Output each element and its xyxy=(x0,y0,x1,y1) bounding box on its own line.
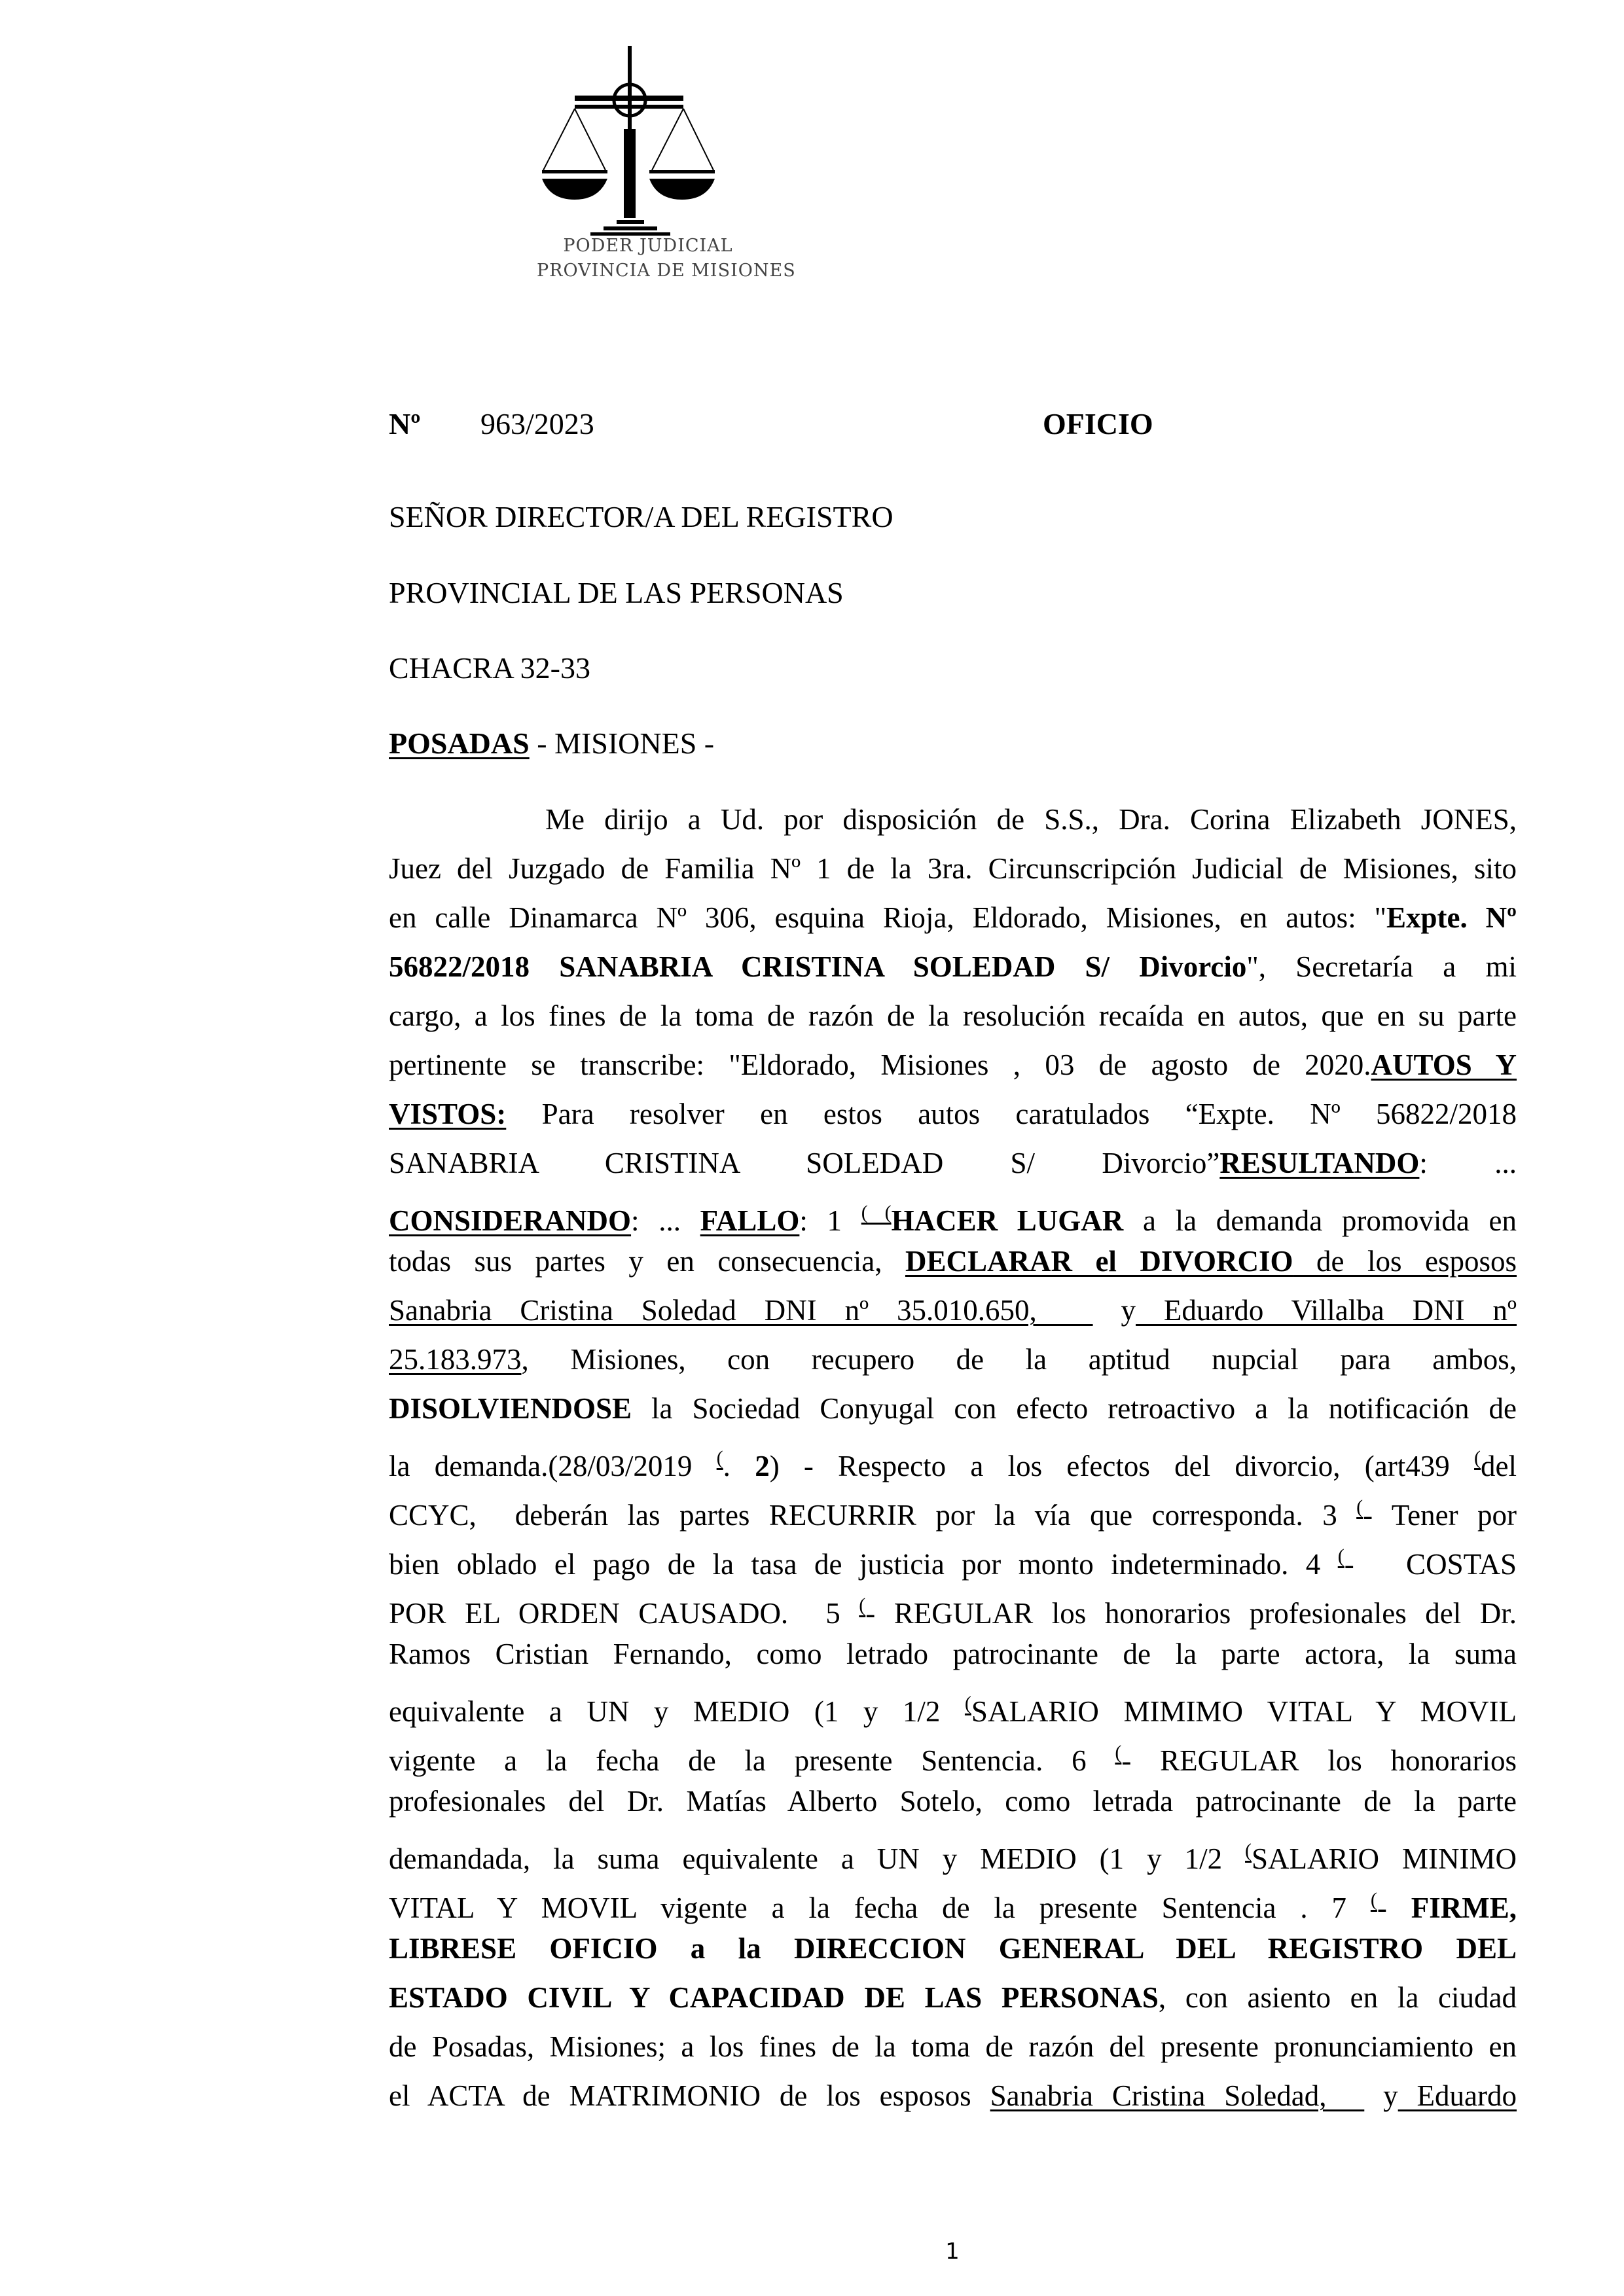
text-segment: la demanda.(28/03/2019 xyxy=(389,1450,717,1482)
text-segment: VISTOS: xyxy=(389,1098,507,1130)
number-value: 963/2023 xyxy=(480,407,594,440)
superscript-mark: ( xyxy=(716,1447,723,1469)
body-line xyxy=(389,1384,1517,1433)
text-segment: Para resolver en estos autos caratulados “Expte. Nº 56822/2018 xyxy=(506,1098,1517,1130)
body-line xyxy=(389,1090,1517,1139)
text-segment: a la demanda promovida en xyxy=(1123,1204,1517,1237)
body-line xyxy=(389,1139,1517,1188)
text-segment: VITAL Y MOVIL vigente a la fecha de la presente Sentencia . 7 xyxy=(389,1892,1371,1924)
body-line xyxy=(389,1335,1517,1384)
text-segment: SALARIO MIMIMO VITAL Y MOVIL xyxy=(971,1695,1517,1728)
text-segment: en calle Dinamarca Nº 306, esquina Rioja, Eldorado, Misiones, en autos: " xyxy=(389,901,1386,934)
text-segment: Sanabria Cristina Soledad, xyxy=(990,2079,1365,2112)
scales-of-justice-icon xyxy=(537,39,759,236)
text-segment: 2 xyxy=(755,1450,770,1482)
text-segment: . xyxy=(723,1450,755,1482)
text-segment: : ... xyxy=(631,1204,700,1237)
text-segment: HACER LUGAR xyxy=(891,1204,1124,1237)
text-segment: ", Secretaría a mi xyxy=(1246,950,1517,983)
text-segment: DISOLVIENDOSE xyxy=(389,1392,632,1425)
text-segment: CONSIDERANDO xyxy=(389,1204,632,1237)
text-segment: SANABRIA CRISTINA SOLEDAD S/ Divorcio” xyxy=(389,1147,1220,1179)
logo-line-1: PODER JUDICIAL xyxy=(563,236,733,256)
text-segment: 25.183.973 xyxy=(389,1343,522,1376)
letter-body xyxy=(389,795,1517,2121)
text-segment: el ACTA de MATRIMONIO de los esposos xyxy=(389,2079,990,2112)
addressee-city-line xyxy=(389,724,714,763)
body-line xyxy=(389,1679,1517,1728)
text-segment: Sanabria Cristina Soledad DNI nº 35.010.650, xyxy=(389,1294,1093,1327)
text-segment: del xyxy=(1481,1450,1517,1482)
text-segment: de Posadas, Misiones; a los fines de la toma de razón del presente pronunciamiento en xyxy=(389,2030,1517,2063)
superscript-mark: ( xyxy=(1245,1840,1252,1861)
city: POSADAS xyxy=(389,726,530,760)
number-label: Nº xyxy=(389,407,421,440)
text-segment: cargo, a los fines de la toma de razón de la resolución recaída en autos, que en su parte xyxy=(389,999,1517,1032)
body-line xyxy=(389,795,1517,844)
text-segment: - xyxy=(1377,1892,1411,1924)
text-segment: - Tener por xyxy=(1363,1499,1517,1532)
text-segment: - REGULAR los honorarios profesionales del Dr. xyxy=(865,1597,1517,1630)
text-segment: Ramos Cristian Fernando, como letrado patrocinante de la parte actora, la suma xyxy=(389,1638,1517,1670)
text-segment: AUTOS Y xyxy=(1371,1049,1517,1081)
text-segment: - REGULAR los honorarios xyxy=(1121,1744,1517,1777)
text-segment: : ... xyxy=(1419,1147,1517,1179)
body-line xyxy=(389,1777,1517,1826)
text-segment: la Sociedad Conyugal con efecto retroactivo a la notificación de xyxy=(632,1392,1517,1425)
body-line xyxy=(389,1826,1517,1875)
body-line xyxy=(389,2072,1517,2121)
body-line xyxy=(389,1728,1517,1777)
page-number: 1 xyxy=(945,2238,960,2265)
text-segment: ) - Respecto a los efectos del divorcio, (art439 xyxy=(769,1450,1475,1482)
addressee-line-1: SEÑOR DIRECTOR/A DEL REGISTRO xyxy=(389,500,893,533)
text-segment: ESTADO CIVIL Y CAPACIDAD DE LAS PERSONAS xyxy=(389,1981,1159,2014)
text-segment: 56822/2018 SANABRIA CRISTINA SOLEDAD S/ Divorcio xyxy=(389,950,1247,983)
text-segment: LIBRESE OFICIO a la DIRECCION GENERAL DEL REGISTRO DEL xyxy=(389,1932,1517,1965)
addressee-line-2: PROVINCIAL DE LAS PERSONAS xyxy=(389,576,844,609)
text-segment: pertinente se transcribe: "Eldorado, Misiones , 03 de agosto de 2020. xyxy=(389,1049,1371,1081)
body-line xyxy=(389,1041,1517,1090)
body-line xyxy=(389,893,1517,942)
superscript-mark: ( xyxy=(1337,1545,1344,1567)
body-line xyxy=(389,1532,1517,1581)
text-segment: , Misiones, con recupero de la aptitud nupcial para ambos, xyxy=(521,1343,1517,1376)
superscript-mark: ( xyxy=(859,1594,866,1616)
body-line xyxy=(389,1581,1517,1630)
body-line xyxy=(389,2022,1517,2072)
body-line xyxy=(389,1237,1517,1286)
body-line xyxy=(389,1630,1517,1679)
body-line xyxy=(389,1286,1517,1335)
body-line xyxy=(389,1875,1517,1924)
text-segment: equivalente a UN y MEDIO (1 y 1/2 xyxy=(389,1695,965,1728)
body-line xyxy=(389,942,1517,992)
text-segment: FALLO xyxy=(700,1204,800,1237)
logo-line-2: PROVINCIA DE MISIONES xyxy=(537,260,796,281)
text-segment: Eduardo Villalba DNI nº xyxy=(1136,1294,1517,1327)
poder-judicial-logo xyxy=(537,39,796,288)
text-segment: Expte. Nº xyxy=(1386,901,1517,934)
addressee-line-3: CHACRA 32-33 xyxy=(389,651,590,685)
text-segment: Me dirijo a Ud. por disposición de S.S., Dra. Corina Elizabeth JONES, xyxy=(545,803,1517,836)
text-segment: y xyxy=(1092,1294,1136,1327)
text-segment: SALARIO MINIMO xyxy=(1252,1842,1517,1875)
text-segment: profesionales del Dr. Matías Alberto Sotelo, como letrada patrocinante de la parte xyxy=(389,1785,1517,1818)
body-line xyxy=(389,1924,1517,1973)
body-line xyxy=(389,1433,1517,1482)
text-segment: DECLARAR el DIVORCIO xyxy=(905,1245,1293,1278)
superscript-mark: ( xyxy=(1370,1889,1377,1910)
body-line xyxy=(389,1973,1517,2022)
text-segment: de los esposos xyxy=(1293,1245,1517,1278)
body-line xyxy=(389,844,1517,893)
text-segment: , con asiento en la ciudad xyxy=(1158,1981,1517,2014)
text-segment: CCYC, deberán las partes RECURRIR por la vía que corresponda. 3 xyxy=(389,1499,1357,1532)
text-segment: demandada, la suma equivalente a UN y MEDIO (1 y 1/2 xyxy=(389,1842,1246,1875)
superscript-mark: ( xyxy=(1474,1447,1481,1469)
text-segment: Eduardo xyxy=(1398,2079,1517,2112)
text-segment: y xyxy=(1364,2079,1398,2112)
body-line xyxy=(389,1188,1517,1237)
text-segment: : 1 xyxy=(799,1204,861,1237)
superscript-mark: ( xyxy=(964,1693,971,1714)
body-line xyxy=(389,1482,1517,1532)
text-segment: - COSTAS xyxy=(1344,1548,1517,1581)
text-segment: RESULTANDO xyxy=(1219,1147,1420,1179)
text-segment: POR EL ORDEN CAUSADO. 5 xyxy=(389,1597,859,1630)
superscript-mark: ( xyxy=(1115,1742,1122,1763)
superscript-mark: ( xyxy=(1356,1496,1363,1518)
text-segment: Juez del Juzgado de Familia Nº 1 de la 3ra. Circunscripción Judicial de Misiones, sito xyxy=(389,852,1517,885)
text-segment: vigente a la fecha de la presente Sentencia. 6 xyxy=(389,1744,1115,1777)
body-line xyxy=(389,992,1517,1041)
superscript-mark: ( ( xyxy=(861,1202,892,1223)
text-segment: bien oblado el pago de la tasa de justicia por monto indeterminado. 4 xyxy=(389,1548,1338,1581)
document-type: OFICIO xyxy=(1043,407,1153,440)
text-segment: todas sus partes y en consecuencia, xyxy=(389,1245,905,1278)
province: - MISIONES - xyxy=(529,726,715,760)
text-segment: FIRME, xyxy=(1411,1892,1517,1924)
